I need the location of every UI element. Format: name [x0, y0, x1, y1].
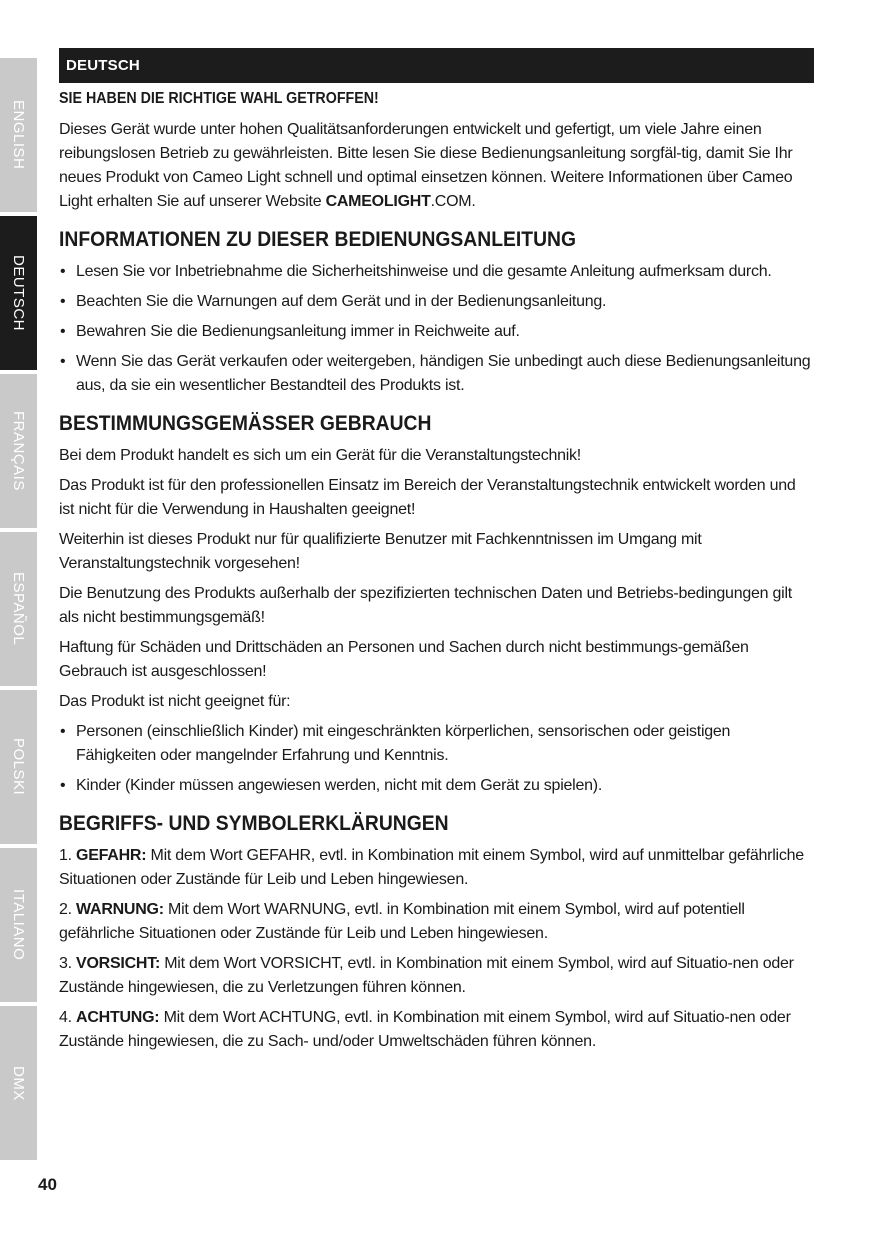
list-item: • Bewahren Sie die Bedienungsanleitung immer in Reichweite auf. [59, 320, 814, 344]
term-item [59, 1006, 814, 1054]
section-title: BEGRIFFS- UND SYMBOLERKLÄRUNGEN [59, 812, 449, 835]
term-item [59, 952, 814, 1000]
paragraph: Haftung für Schäden und Drittschäden an Personen und Sachen durch nicht bestimmungs-gemäßen Gebrauch ist ausgeschlossen! [59, 639, 749, 680]
section-info [59, 228, 814, 398]
page-content [59, 48, 814, 1060]
paragraph: Das Produkt ist für den professionellen Einsatz im Bereich der Veranstaltungstechnik entwickelt worden und ist nicht für die Verwendung in Haushalten geeignet! [59, 477, 796, 518]
term-text: Mit dem Wort ACHTUNG, evtl. in Kombination mit einem Symbol, wird auf Situatio-nen oder Zustände hingewiesen, die zu Sach- und/oder Umweltschäden führen können. [59, 1009, 791, 1050]
unsuitable-list [59, 720, 814, 798]
list-item: • Beachten Sie die Warnungen auf dem Gerät und in der Bedienungsanleitung. [59, 290, 814, 314]
info-list [59, 260, 814, 398]
term-label: ACHTUNG: [76, 1009, 160, 1026]
page-number: 40 [38, 1175, 57, 1194]
term-text: Mit dem Wort WARNUNG, evtl. in Kombination mit einem Symbol, wird auf potentiell gefährliche Situationen oder Zustände für Leib und Leben hingewiesen. [59, 901, 745, 942]
tab-italiano[interactable] [0, 848, 37, 1002]
paragraph: Weiterhin ist dieses Produkt nur für qualifizierte Benutzer mit Fachkenntnissen im Umgang mit Veranstaltungstechnik vorgesehen! [59, 531, 702, 572]
paragraph: Das Produkt ist nicht geeignet für: [59, 693, 291, 710]
term-number: 4. [59, 1009, 77, 1026]
term-text: Mit dem Wort GEFAHR, evtl. in Kombination mit einem Symbol, wird auf unmittelbar gefährliche Situationen oder Zustände für Leib und Leben hingewiesen. [59, 847, 804, 888]
term-text: Mit dem Wort VORSICHT, evtl. in Kombination mit einem Symbol, wird auf Situatio-nen oder Zustände hingewiesen, die zu Verletzungen führen können. [59, 955, 794, 996]
tab-espanol[interactable] [0, 532, 37, 686]
tab-francais[interactable] [0, 374, 37, 528]
intro-paragraph [59, 118, 814, 214]
list-item: • Lesen Sie vor Inbetriebnahme die Sicherheitshinweise und die gesamte Anleitung aufmerksam durch. [59, 260, 814, 284]
list-item: • Kinder (Kinder müssen angewiesen werden, nicht mit dem Gerät zu spielen). [59, 774, 814, 798]
tab-label: FRANÇAIS [10, 411, 27, 491]
term-item [59, 898, 814, 946]
tab-polski[interactable] [0, 690, 37, 844]
tab-dmx[interactable] [0, 1006, 37, 1160]
term-item [59, 844, 814, 892]
tab-label: POLSKI [10, 738, 27, 796]
tab-label: ENGLISH [10, 100, 27, 170]
tab-label: DMX [10, 1065, 27, 1101]
term-label: VORSICHT: [76, 955, 161, 972]
language-tabs [0, 58, 37, 1164]
section-title: BESTIMMUNGSGEMÄSSER GEBRAUCH [59, 412, 432, 435]
term-number: 3. [59, 955, 77, 972]
tab-label: DEUTSCH [10, 254, 27, 331]
paragraph: Bei dem Produkt handelt es sich um ein Gerät für die Veranstaltungstechnik! [59, 447, 581, 464]
website-suffix: .COM. [430, 193, 476, 210]
list-item: • Personen (einschließlich Kinder) mit eingeschränkten körperlichen, sensorischen oder geistigen Fähigkeiten oder mangelnder Erfahrung und Kenntnis. [59, 720, 814, 768]
term-label: GEFAHR: [76, 847, 147, 864]
tab-label: ESPAÑOL [10, 572, 27, 646]
section-terms [59, 812, 814, 1054]
tab-deutsch[interactable] [0, 216, 37, 370]
section-intended-use [59, 412, 814, 798]
term-number: 1. [59, 847, 77, 864]
paragraph: Die Benutzung des Produkts außerhalb der spezifizierten technischen Daten und Betriebs-bedingungen gilt als nicht bestimmungsgemäß! [59, 585, 792, 626]
tab-english[interactable] [0, 58, 37, 212]
tab-label: ITALIANO [10, 889, 27, 961]
term-number: 2. [59, 901, 77, 918]
list-item: • Wenn Sie das Gerät verkaufen oder weitergeben, händigen Sie unbedingt auch diese Bedienungsanleitung aus, da sie ein wesentlicher Bestandteil des Produkts ist. [59, 350, 814, 398]
language-header-bar: DEUTSCH [59, 48, 814, 83]
section-title: INFORMATIONEN ZU DIESER BEDIENUNGSANLEITUNG [59, 228, 577, 251]
term-label: WARNUNG: [76, 901, 164, 918]
intro-text: Dieses Gerät wurde unter hohen Qualitätsanforderungen entwickelt und gefertigt, um viele Jahre einen reibungslosen Betrieb zu gewährleisten. Bitte lesen Sie diese Bedienungsanleitung sorgfäl-tig, damit Sie Ihr neues Produkt von Cameo Light schnell und optimal einsetzen können. Weitere Informationen über Cameo Light erhalten Sie auf unserer Website [59, 121, 793, 210]
intro-subheading: SIE HABEN DIE RICHTIGE WAHL GETROFFEN! [59, 90, 379, 107]
website-name[interactable]: CAMEOLIGHT [325, 193, 431, 210]
